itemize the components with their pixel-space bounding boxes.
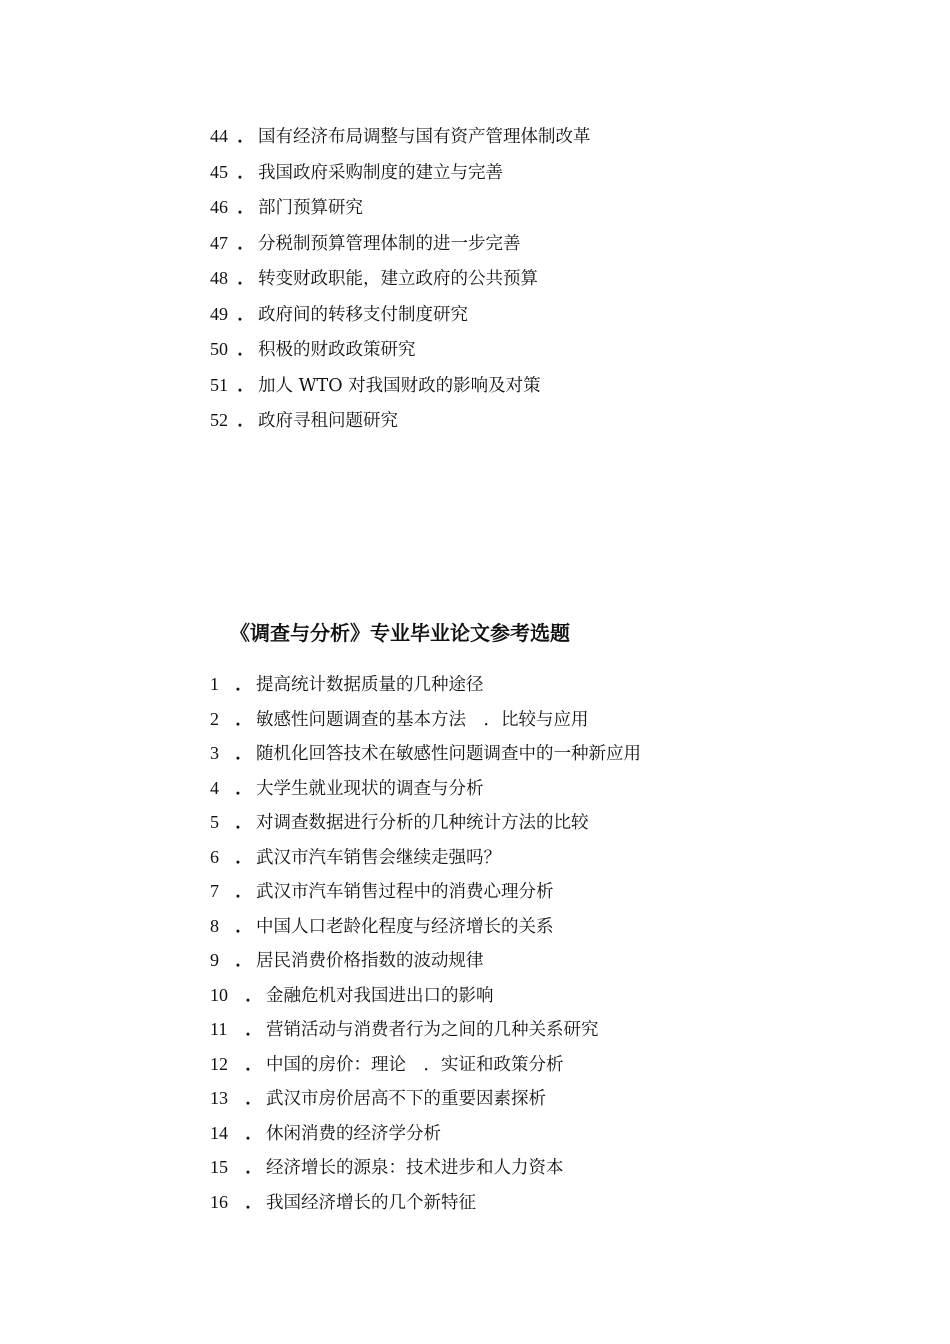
item-text: 金融危机对我国进出口的影响 [266,985,494,1006]
list-item [210,808,641,843]
item-separator: ． [235,744,253,764]
item-separator: ． [237,162,255,183]
item-number: 6 [210,846,219,867]
item-text: 提高统计数据质量的几种途径 [256,675,484,695]
item-number: 46 [210,197,228,217]
list-item [210,158,591,194]
item-separator: ． [237,375,255,396]
item-text: 营销活动与消费者行为之间的几种关系研究 [266,1020,599,1040]
item-text: 经济增长的源泉：技术进步和人力资本 [266,1158,564,1178]
item-number: 12 [210,1053,228,1074]
item-number: 14 [210,1122,228,1143]
item-number: 48 [210,268,228,288]
item-number: 16 [210,1191,228,1212]
item-number: 5 [210,812,219,832]
item-number: 9 [210,950,219,970]
list-item [210,739,641,774]
item-separator: ． [245,1020,263,1040]
item-number: 47 [210,232,228,253]
item-number: 15 [210,1157,228,1177]
list-item [210,670,641,705]
item-separator: ． [237,127,255,147]
item-number: 1 [210,674,219,694]
item-text: 对调查数据进行分析的几种统计方法的比较 [256,813,589,833]
item-separator: ． [245,1192,263,1213]
item-separator: ． [237,269,255,289]
item-separator: ． [245,985,263,1006]
item-number: 3 [210,743,219,763]
list-item [210,1084,641,1119]
item-number: 2 [210,708,219,729]
item-text: 部门预算研究 [258,198,363,218]
list-item [210,1119,641,1154]
item-number: 50 [210,339,228,359]
item-number: 44 [210,126,228,146]
list-item [210,193,591,229]
item-separator: ． [237,304,255,325]
list-item [210,843,641,878]
topic-list-survey [210,670,641,1222]
item-number: 7 [210,881,219,901]
item-text: 转变财政职能，建立政府的公共预算 [258,269,538,289]
item-text: 政府寻租问题研究 [258,411,398,431]
item-text: 政府间的转移支付制度研究 [258,304,468,325]
item-number: 49 [210,303,228,324]
list-item [210,1188,641,1223]
item-separator: ． [235,916,253,937]
list-item [210,406,591,442]
list-item [210,774,641,809]
list-item [210,335,591,371]
item-text: 中国人口老龄化程度与经济增长的关系 [256,916,554,937]
list-item [210,981,641,1016]
item-text: 武汉市汽车销售过程中的消费心理分析 [256,882,554,902]
item-number: 13 [210,1088,228,1108]
item-separator: ． [235,813,253,833]
topic-list-finance [210,122,591,442]
item-number: 52 [210,410,228,430]
item-text: 大学生就业现状的调查与分析 [256,778,484,799]
item-text: 我国经济增长的几个新特征 [266,1192,476,1213]
list-item [210,705,641,740]
list-item [210,122,591,158]
list-item [210,946,641,981]
list-item [210,300,591,336]
item-separator: ． [237,340,255,360]
list-item [210,912,641,947]
item-separator: ． [237,233,255,254]
item-number: 45 [210,161,228,182]
item-separator: ． [235,675,253,695]
item-text: 武汉市汽车销售会继续走强吗？ [256,847,501,868]
item-text: 敏感性问题调查的基本方法 ．比较与应用 [256,709,589,730]
item-separator: ． [245,1158,263,1178]
item-number: 4 [210,777,219,798]
item-number: 11 [210,1019,228,1039]
list-item [210,1050,641,1085]
item-text: 武汉市房价居高不下的重要因素探析 [266,1089,546,1109]
item-separator: ． [237,198,255,218]
item-separator: ． [245,1089,263,1109]
item-text: 居民消费价格指数的波动规律 [256,951,484,971]
list-item [210,877,641,912]
item-text: 休闲消费的经济学分析 [266,1123,441,1144]
section-heading: 《调查与分析》专业毕业论文参考选题 [230,621,570,645]
item-separator: ． [235,951,253,971]
item-text: 随机化回答技术在敏感性问题调查中的一种新应用 [256,744,641,764]
list-item [210,229,591,265]
list-item [210,264,591,300]
item-separator: ． [235,709,253,730]
list-item [210,371,591,407]
list-item [210,1015,641,1050]
item-separator: ． [237,411,255,431]
item-separator: ． [235,847,253,868]
item-text: 我国政府采购制度的建立与完善 [258,162,503,183]
item-number: 10 [210,984,228,1005]
item-text: 积极的财政政策研究 [258,340,416,360]
item-text: 分税制预算管理体制的进一步完善 [258,233,521,254]
list-item [210,1153,641,1188]
item-separator: ． [245,1123,263,1144]
item-number: 8 [210,915,219,936]
item-separator: ． [235,778,253,799]
item-separator: ． [235,882,253,902]
item-separator: ． [245,1054,263,1075]
item-text: 加人 WTO 对我国财政的影响及对策 [258,375,541,396]
item-text: 中国的房价：理论 ．实证和政策分析 [266,1054,564,1075]
item-text: 国有经济布局调整与国有资产管理体制改革 [258,127,591,147]
item-number: 51 [210,374,228,395]
